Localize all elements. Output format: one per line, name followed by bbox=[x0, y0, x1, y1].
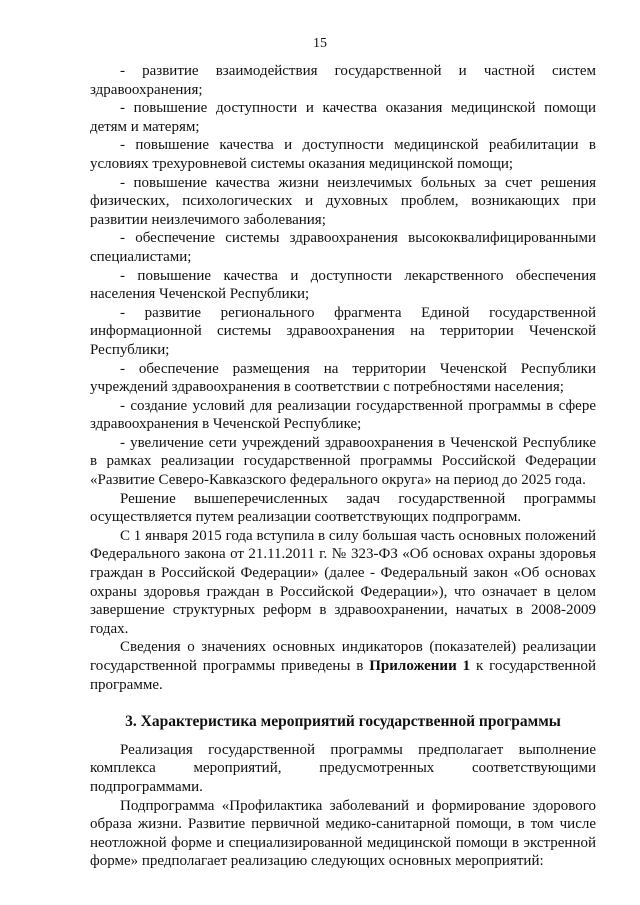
paragraph-law: С 1 января 2015 года вступила в силу большая часть основных положений Федерального закона от 21.11.2011 г. № 323-ФЗ «Об основах охраны здоровья граждан в Российской Федерации» (далее - Федеральный закон «Об основах охраны здоровья граждан в Российской Федерации»), что означает в целом завершение структурных реформ в здравоохранении, начатых в 2008-2009 годах. bbox=[90, 527, 596, 637]
indicators-text-after: к государственной программе. bbox=[90, 658, 596, 693]
list-item: - повышение доступности и качества оказания медицинской помощи детям и матерям; bbox=[90, 100, 596, 135]
section-paragraph-implementation: Реализация государственной программы предполагает выполнение комплекса мероприятий, предусмотренных соответствующими подпрограммами. bbox=[90, 741, 596, 795]
page-body bbox=[90, 62, 596, 871]
indicators-text-before: Сведения о значениях основных индикаторов (показателей) реализации государственной программы приведены в bbox=[90, 639, 596, 674]
list-item: - развитие регионального фрагмента Единой государственной информационной системы здравоохранения на территории Чеченской Республики; bbox=[90, 304, 596, 358]
list-item: - увеличение сети учреждений здравоохранения в Чеченской Республике в рамках реализации государственной программы Российской Федерации «Развитие Северо-Кавказского федерального округа» на период до 2025 года. bbox=[90, 434, 596, 489]
appendix-reference: Приложении 1 bbox=[369, 658, 471, 674]
list-item: - повышение качества и доступности лекарственного обеспечения населения Чеченской Республики; bbox=[90, 267, 596, 303]
list-item: - создание условий для реализации государственной программы в сфере здравоохранения в Чеченской Республике; bbox=[90, 397, 596, 433]
list-item: - повышение качества жизни неизлечимых больных за счет решения физических, психологических и духовных проблем, возникающих при развитии неизлечимого заболевания; bbox=[90, 174, 596, 228]
list-item: - развитие взаимодействия государственной и частной систем здравоохранения; bbox=[90, 63, 596, 98]
list-item: - обеспечение размещения на территории Чеченской Республики учреждений здравоохранения в соответствии с потребностями населения; bbox=[90, 360, 596, 396]
list-item: - повышение качества и доступности медицинской реабилитации в условиях трехуровневой системы оказания медицинской помощи; bbox=[90, 137, 596, 172]
paragraph-solution: Решение вышеперечисленных задач государственной программы осуществляется путем реализации соответствующих подпрограмм. bbox=[90, 490, 596, 526]
section-paragraph-subprogram: Подпрограмма «Профилактика заболеваний и формирование здорового образа жизни. Развитие первичной медико-санитарной помощи, в том числе неотложной форме и специализированной медицинской помощи в экстренной форме» предполагает реализацию следующих основных мероприятий: bbox=[90, 797, 596, 870]
paragraph-indicators bbox=[90, 638, 596, 694]
list-item: - обеспечение системы здравоохранения высококвалифицированными специалистами; bbox=[90, 230, 596, 265]
section-heading: 3. Характеристика мероприятий государственной программы bbox=[125, 713, 561, 731]
page-number: 15 bbox=[313, 36, 327, 51]
